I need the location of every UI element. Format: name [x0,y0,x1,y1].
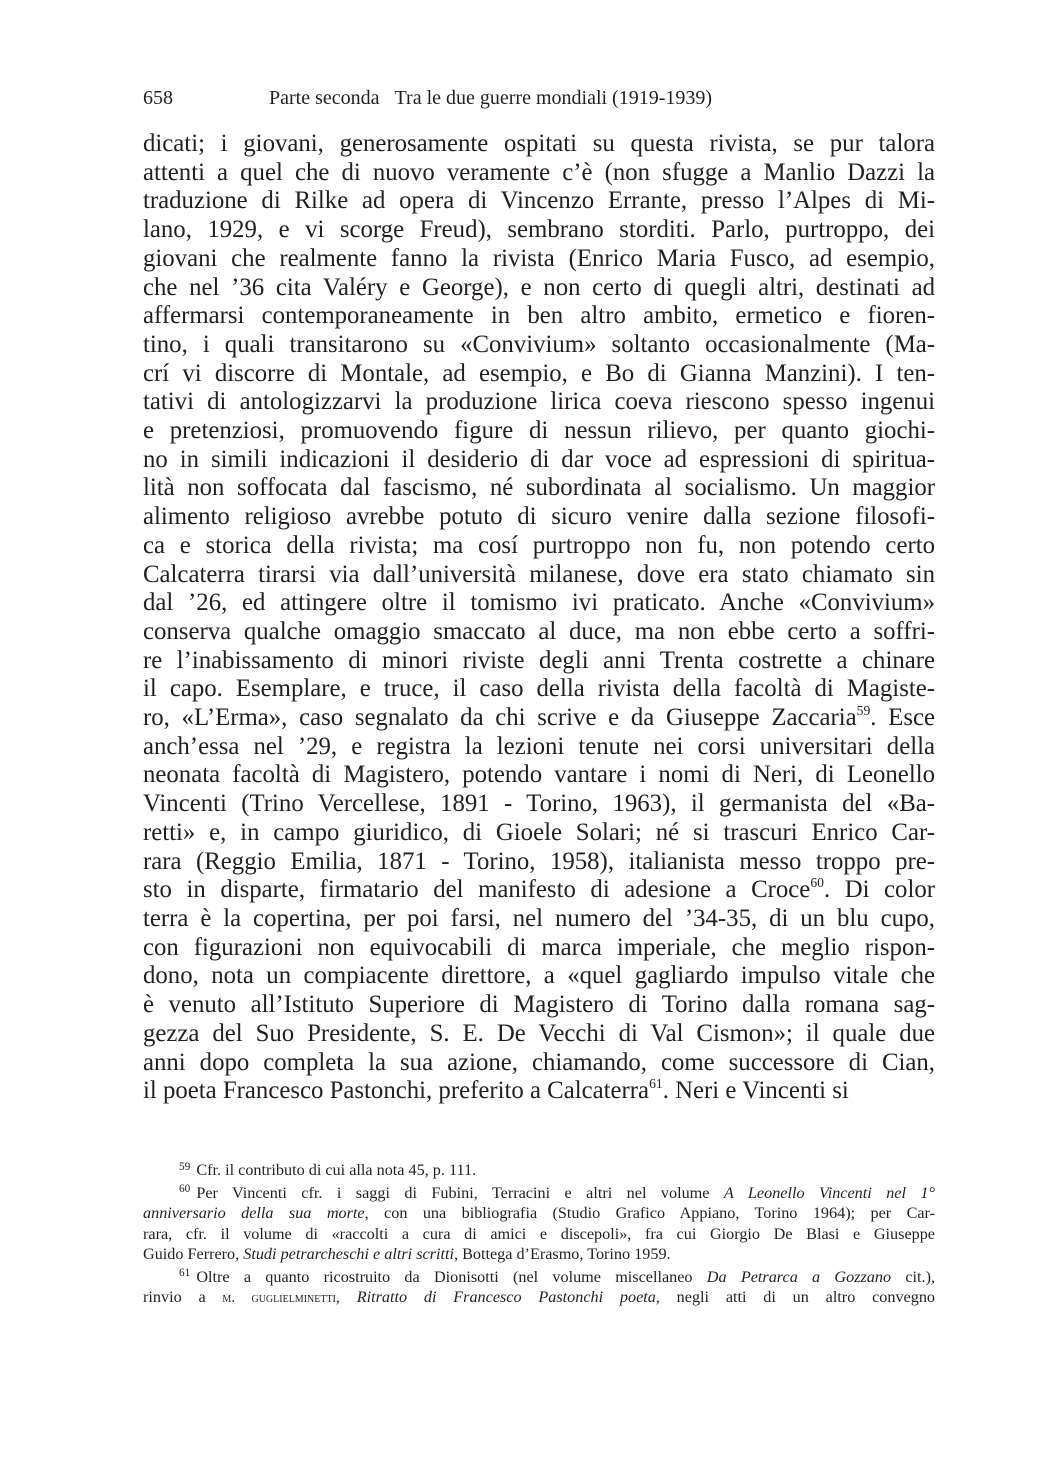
text-line: alimento religioso avrebbe potuto di sicuro venire dalla sezione filosofi- [143,503,935,531]
footnote-ref[interactable]: 60 [810,875,824,891]
book-title: A Leonello Vincenti nel 1° [723,1183,935,1202]
text-line: lano, 1929, e vi scorge Freud), sembrano storditi. Parlo, purtroppo, dei [143,216,935,244]
text-line: dal ’26, ed attingere oltre il tomismo ivi praticato. Anche «Convivium» [143,589,935,617]
text-line: sto in disparte, firmatario del manifesto di adesione a Croce$^{60}$. Di color [143,875,935,904]
text-line: Vincenti (Trino Vercellese, 1891 - Torino, 1963), il germanista del «Ba- [143,790,935,818]
book-title: anniversario della sua morte [143,1204,365,1222]
text-line: ro, «L’Erma», caso segnalato da chi scrive e da Giuseppe Zaccaria$^{59}$. Esce [143,702,935,732]
author-name: m. guglielminetti [222,1290,336,1306]
text-line: gezza del Suo Presidente, S. E. De Vecchi di Val Cismon»; il quale due [143,1019,935,1047]
text-line: conserva qualche omaggio smaccato al duce, ma non ebbe certo a soffri- [143,617,935,645]
running-head [269,86,712,110]
footnote-line: rinvio a m. guglielminetti, Ritratto di Francesco Pastonchi poeta, negli atti di un altro convegno [143,1288,936,1306]
text-line: retti» e, in campo giuridico, di Gioele Solari; né si trascuri Enrico Car- [143,818,935,846]
text-line: il poeta Francesco Pastonchi, preferito a Calcaterra$^{61}$. Neri e Vincenti si [143,1075,849,1105]
text-line: neonata facoltà di Magistero, potendo vantare i nomi di Neri, di Leonello [143,761,935,789]
footnote-ref[interactable]: 61 [649,1075,663,1091]
footnote-mark: 61 [179,1267,191,1280]
text-line: e pretenziosi, promuovendo figure di nessun rilievo, per quanto giochi- [143,417,935,445]
book-title: Da Petrarca a Gozzano [706,1267,892,1286]
text-line: lità non soffocata dal fascismo, né subordinata al socialismo. Un maggior [143,474,935,502]
text-line: giovani che realmente fanno la rivista (Enrico Maria Fusco, ad esempio, [143,244,935,272]
text-line: ca e storica della rivista; ma cosí purtroppo non fu, non potendo certo [143,531,935,559]
text-line: con figurazioni non equivocabili di marca imperiale, che meglio rispon- [143,933,935,961]
footnote-line: anniversario della sua morte, con una bibliografia (Studio Grafico Appiano, Torino 1964); per Car- [143,1204,936,1222]
footnote-mark: 60 [179,1183,191,1196]
text-line: re l’inabissamento di minori riviste degli anni Trenta costrette a chinare [143,646,935,674]
text-line: terra è la copertina, per poi farsi, nel numero del ’34-35, di un blu cupo, [143,904,935,932]
footnote-59 [143,1160,935,1181]
footnote-line: Guido Ferrero, Studi petrarcheschi e altri scritti, Bottega d’Erasmo, Torino 1959. [143,1245,671,1263]
footnote-line: $^{59}$ Cfr. il contributo di cui alla nota 45, p. 111. [179,1160,477,1179]
text-line: rara (Reggio Emilia, 1871 - Torino, 1958), italianista messo troppo pre- [143,847,935,875]
text-line: Calcaterra tirarsi via dall’università milanese, dove era stato chiamato sin [143,560,935,588]
footnote-line: rara, cfr. il volume di «raccolti a cura di amici e discepoli», fra cui Giorgio De Blasi e Giuseppe [143,1224,935,1243]
text-line: che nel ’36 cita Valéry e George), e non certo di quegli altri, destinati ad [143,273,935,301]
section-title: Tra le due guerre mondiali (1919-1939) [394,87,713,109]
text-line: no in simili indicazioni il desiderio di dar voce ad espressioni di spiritua- [143,445,935,473]
text-line: attenti a quel che di nuovo veramente c’è (non sfugge a Manlio Dazzi la [143,158,935,186]
footnote-mark: 59 [179,1160,191,1173]
footnote-ref[interactable]: 59 [856,702,871,718]
part-title: Parte seconda [269,87,380,109]
text-line: il capo. Esemplare, e truce, il caso della rivista della facoltà di Magiste- [143,675,935,703]
page-number: 658 [143,87,173,109]
footnote-line: $^{60}$ Per Vincenti cfr. i saggi di Fubini, Terracini e altri nel volume A Leonello Vincenti nel 1° [179,1183,935,1202]
footnote-61 [143,1267,935,1309]
text-line: è venuto all’Istituto Superiore di Magistero di Torino dalla romana sag- [143,991,935,1019]
text-line: tino, i quali transitarono su «Convivium» soltanto occasionalmente (Ma- [143,330,935,358]
text-line: anni dopo completa la sua azione, chiamando, come successore di Cian, [143,1048,935,1076]
text-line: traduzione di Rilke ad opera di Vincenzo Errante, presso l’Alpes di Mi- [143,187,935,215]
text-line: dicati; i giovani, generosamente ospitati su questa rivista, se pur talora [143,130,935,157]
footnote-line: $^{61}$ Oltre a quanto ricostruito da Dionisotti (nel volume miscellaneo Da Petrarca a Gozzano cit.), [179,1267,936,1286]
footnote-60 [143,1183,935,1265]
body-text [143,130,935,1106]
text-line: tativi di antologizzarvi la produzione lirica coeva riescono spesso ingenui [143,388,935,416]
text-line: crí vi discorre di Montale, ad esempio, e Bo di Gianna Manzini). I ten- [143,359,935,387]
text-line: affermarsi contemporaneamente in ben altro ambito, ermetico e fioren- [143,302,935,330]
text-line: anch’essa nel ’29, e registra la lezioni tenute nei corsi universitari della [143,732,935,760]
footnotes [143,1160,935,1311]
book-title: Ritratto di Francesco Pastonchi poeta [356,1288,656,1306]
text-line: dono, nota un compiacente direttore, a «quel gagliardo impulso vitale che [143,962,935,990]
book-title: Studi petrarcheschi e altri scritti [243,1245,454,1263]
